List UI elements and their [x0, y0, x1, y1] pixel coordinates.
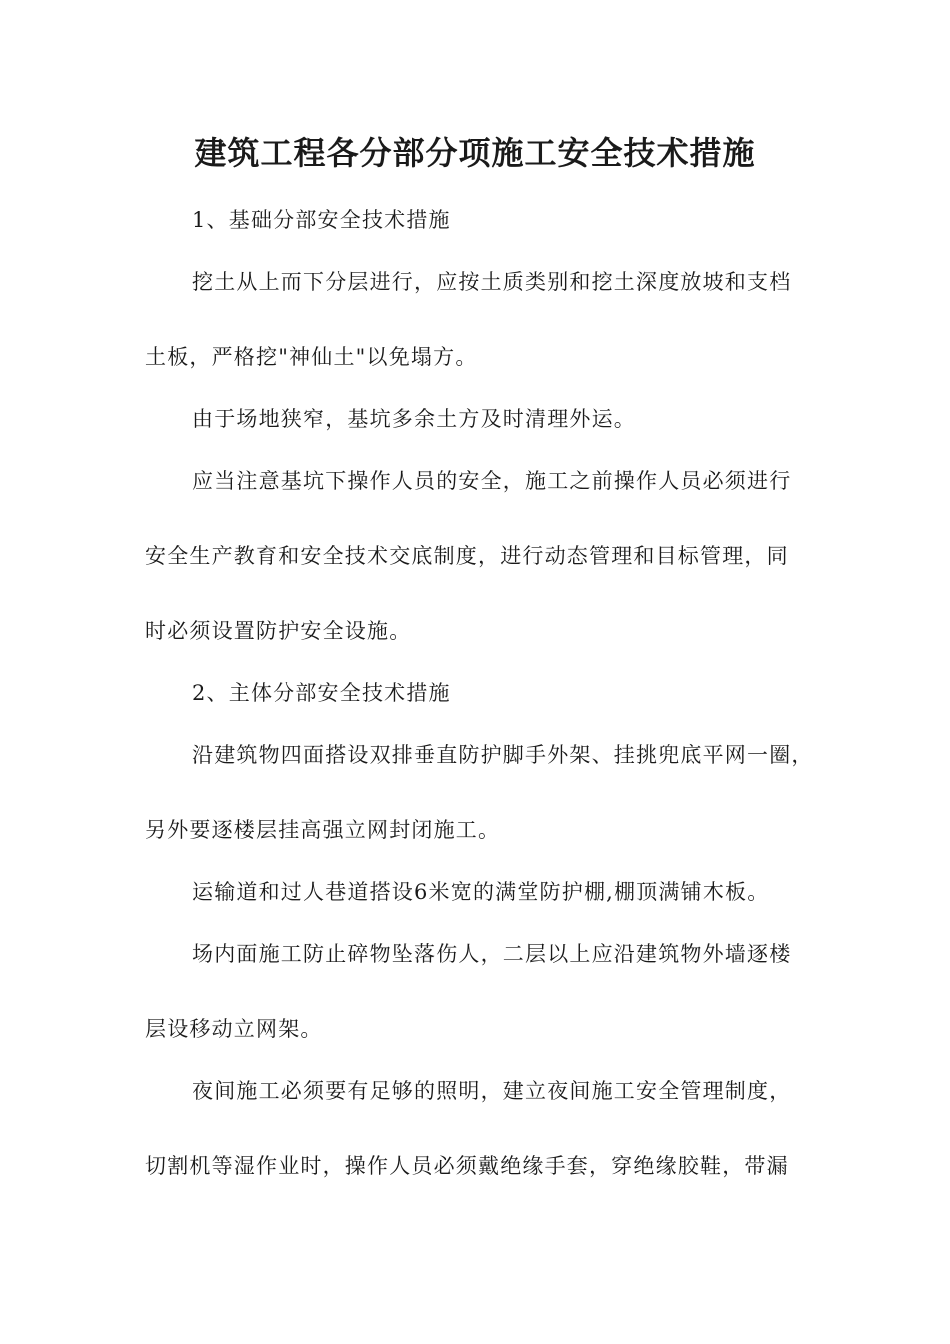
paragraph-line: 层设移动立网架。 [145, 1017, 323, 1041]
paragraph-line: 挖土从上而下分层进行，应按土质类别和挖土深度放坡和支档 [192, 270, 792, 294]
paragraph-line: 沿建筑物四面搭设双排垂直防护脚手外架、挂挑兜底平网一圈， [192, 743, 814, 767]
section-heading-foundation: 1、基础分部安全技术措施 [192, 208, 451, 232]
paragraph-line: 时必须设置防护安全设施。 [145, 619, 412, 643]
paragraph-line: 安全生产教育和安全技术交底制度，进行动态管理和目标管理，同 [145, 544, 789, 568]
paragraph-line: 场内面施工防止碎物坠落伤人，二层以上应沿建筑物外墙逐楼 [192, 942, 792, 966]
paragraph-line: 另外要逐楼层挂高强立网封闭施工。 [145, 818, 501, 842]
document-title: 建筑工程各分部分项施工安全技术措施 [194, 134, 756, 172]
paragraph-line: 运输道和过人巷道搭设6米宽的满堂防护棚,棚顶满铺木板。 [192, 880, 770, 904]
paragraph-line: 土板，严格挖"神仙土"以免塌方。 [145, 345, 478, 369]
section-heading-main-structure: 2、主体分部安全技术措施 [192, 681, 451, 705]
paragraph-line: 夜间施工必须要有足够的照明，建立夜间施工安全管理制度， [192, 1079, 792, 1103]
paragraph-line: 切割机等湿作业时，操作人员必须戴绝缘手套，穿绝缘胶鞋，带漏 [145, 1154, 789, 1178]
paragraph-line: 由于场地狭窄，基坑多余土方及时清理外运。 [192, 407, 636, 431]
paragraph-line: 应当注意基坑下操作人员的安全，施工之前操作人员必须进行 [192, 469, 792, 493]
